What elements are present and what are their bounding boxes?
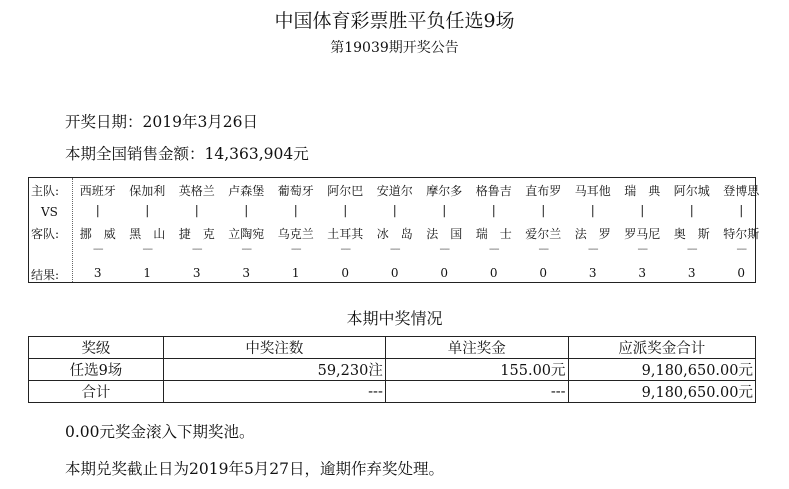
header-winning-bets: 中奖注数: [163, 337, 385, 359]
dash-separator: ----: [538, 244, 548, 255]
table-row: [29, 381, 756, 403]
match-result: 1: [143, 266, 152, 280]
away-team: 瑞 士: [475, 227, 512, 241]
home-team: 阿尔城: [673, 184, 710, 198]
away-team: 挪 威: [79, 227, 116, 241]
vs-separator: |: [343, 203, 348, 217]
draw-date: 开奖日期：2019年3月26日: [65, 113, 259, 131]
match-result: 3: [93, 266, 102, 280]
match-result: 0: [539, 266, 548, 280]
match-result: 0: [489, 266, 498, 280]
dash-separator: ----: [92, 244, 103, 255]
away-team: 奥 斯: [673, 227, 710, 241]
table-row: [29, 359, 756, 381]
home-label: 主队:: [31, 184, 60, 198]
matches-table: [28, 177, 760, 283]
match-result: 0: [737, 266, 746, 280]
dash-separator: ----: [389, 244, 400, 255]
home-team: 卢森堡: [228, 184, 265, 198]
redemption-deadline: 本期兑奖截止日为2019年5月27日，逾期作弃奖处理。: [65, 460, 445, 478]
prize-level: 合计: [29, 381, 164, 403]
vs-separator: |: [194, 203, 199, 217]
match-result: 1: [291, 266, 300, 280]
vs-separator: |: [689, 203, 694, 217]
away-team: 乌克兰: [277, 227, 314, 241]
match-result: 3: [588, 266, 597, 280]
home-team: 直布罗: [525, 184, 562, 198]
issue-subtitle: 第19039期开奖公告: [330, 40, 459, 56]
vs-separator: |: [145, 203, 150, 217]
vs-separator: |: [442, 203, 447, 217]
result-label: 结果:: [31, 268, 60, 282]
match-result: 3: [687, 266, 696, 280]
vs-separator: |: [244, 203, 249, 217]
prize-table: [28, 336, 756, 403]
page-title: 中国体育彩票胜平负任选9场: [274, 10, 515, 32]
total-prize: 9,180,650.00元: [568, 381, 755, 403]
header-level: 奖级: [29, 337, 164, 359]
away-team: 法 国: [426, 227, 463, 241]
away-team: 法 罗: [574, 227, 611, 241]
away-team: 罗马尼: [624, 227, 661, 241]
vs-separator: |: [590, 203, 595, 217]
match-result: 3: [192, 266, 201, 280]
away-team: 特尔斯: [723, 227, 760, 241]
home-team: 西班牙: [79, 184, 116, 198]
dash-separator: ----: [290, 244, 301, 255]
dash-separator: ----: [736, 244, 746, 255]
home-team: 阿尔巴: [327, 184, 364, 198]
home-team: 安道尔: [376, 184, 413, 198]
header-total-prize: 应派奖金合计: [568, 337, 755, 359]
dash-separator: ----: [340, 244, 350, 255]
prize-table-header: [29, 337, 756, 359]
winning-bets: ---: [163, 381, 385, 403]
away-team: 土耳其: [327, 227, 364, 241]
home-team: 登博思: [723, 184, 760, 198]
home-team: 保加利: [129, 184, 166, 198]
header-prize-per-bet: 单注奖金: [385, 337, 568, 359]
vs-separator: |: [293, 203, 298, 217]
home-team: 瑞 典: [624, 184, 661, 198]
dash-separator: ----: [191, 244, 202, 255]
home-team: 马耳他: [574, 184, 611, 198]
dash-separator: ----: [439, 244, 449, 255]
match-result: 3: [242, 266, 251, 280]
match-result: 0: [341, 266, 350, 280]
dash-separator: ----: [637, 244, 647, 255]
total-prize: 9,180,650.00元: [568, 359, 755, 381]
vs-separator: |: [640, 203, 645, 217]
home-team: 英格兰: [178, 184, 215, 198]
home-team: 摩尔多: [426, 184, 463, 198]
winning-bets: 59,230注: [163, 359, 385, 381]
dash-separator: ----: [686, 244, 697, 255]
away-team: 黑 山: [129, 227, 166, 241]
match-result: 3: [638, 266, 647, 280]
national-sales-amount: 本期全国销售金额：14,363,904元: [65, 145, 309, 163]
prize-level: 任选9场: [29, 359, 164, 381]
match-result: 0: [440, 266, 449, 280]
away-team: 立陶宛: [228, 227, 265, 241]
prize-per-bet: 155.00元: [385, 359, 568, 381]
dash-separator: ----: [488, 244, 499, 255]
vs-separator: |: [491, 203, 496, 217]
vs-separator: |: [392, 203, 397, 217]
home-team: 葡萄牙: [277, 184, 314, 198]
rollover-note: 0.00元奖金滚入下期奖池。: [65, 423, 255, 441]
vs-separator: |: [541, 203, 546, 217]
dash-separator: ----: [142, 244, 152, 255]
away-team: 冰 岛: [376, 227, 413, 241]
dash-separator: ----: [241, 244, 251, 255]
away-label: 客队:: [31, 227, 60, 241]
prize-per-bet: ---: [385, 381, 568, 403]
home-team: 格鲁吉: [475, 184, 512, 198]
vs-label: VS: [41, 205, 58, 219]
dash-separator: ----: [587, 244, 598, 255]
away-team: 爱尔兰: [525, 227, 562, 241]
prize-heading: 本期中奖情况: [346, 309, 443, 328]
match-result: 0: [390, 266, 399, 280]
away-team: 捷 克: [178, 227, 215, 241]
vs-separator: |: [95, 203, 100, 217]
vs-separator: |: [739, 203, 744, 217]
